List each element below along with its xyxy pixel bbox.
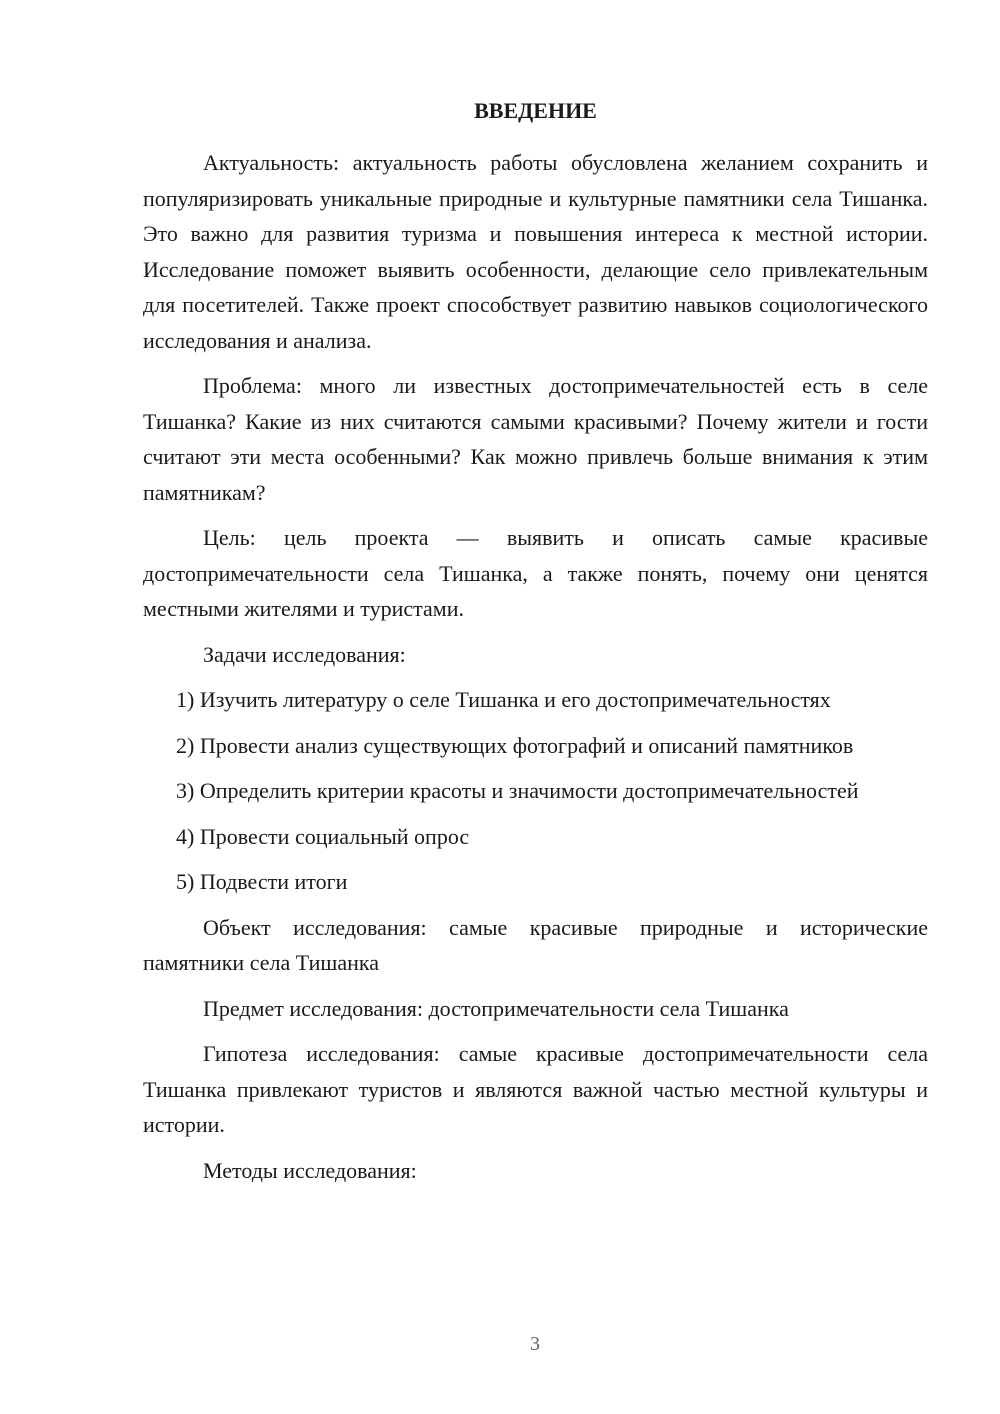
section-heading: ВВЕДЕНИЕ [474,98,597,123]
methods-title: Методы исследования: [203,1157,417,1183]
task-item-2: 2) Провести анализ существующих фотографий и описаний памятников [176,732,854,758]
document-page [143,93,928,1198]
problem-paragraph: Проблема: много ли известных достопримечательностей есть в селе Тишанка? Какие из них считаются самыми красивыми? Почему жители и гости считают эти места особенными? Как можно привлечь больше внимания к этим памятникам? [143,373,928,505]
tasks-title: Задачи исследования: [203,641,406,667]
subject-paragraph: Предмет исследования: достопримечательности села Тишанка [203,995,789,1021]
task-item-1: 1) Изучить литературу о селе Тишанка и его достопримечательностях [176,687,831,712]
goal-paragraph: Цель: цель проекта — выявить и описать самые красивые достопримечательности села Тишанка, а также понять, почему они ценятся местными жителями и туристами. [143,525,928,621]
hypothesis-paragraph: Гипотеза исследования: самые красивые достопримечательности села Тишанка привлекают туристов и являются важной частью местной культуры и истории. [143,1041,928,1137]
task-item-4: 4) Провести социальный опрос [176,823,470,849]
object-paragraph: Объект исследования: самые красивые природные и исторические памятники села Тишанка [143,914,928,975]
page-number: 3 [530,1333,540,1355]
task-item-3: 3) Определить критерии красоты и значимости достопримечательностей [176,778,859,803]
task-item-5: 5) Подвести итоги [176,869,348,894]
relevance-paragraph: Актуальность: актуальность работы обусловлена желанием сохранить и популяризировать уникальные природные и культурные памятники села Тишанка. Это важно для развития туризма и повышения интереса к местной истории. Исследование поможет выявить особенности, делающие село привлекательным для посетителей. Также проект способствует развитию навыков социологического исследования и анализа. [143,150,928,353]
